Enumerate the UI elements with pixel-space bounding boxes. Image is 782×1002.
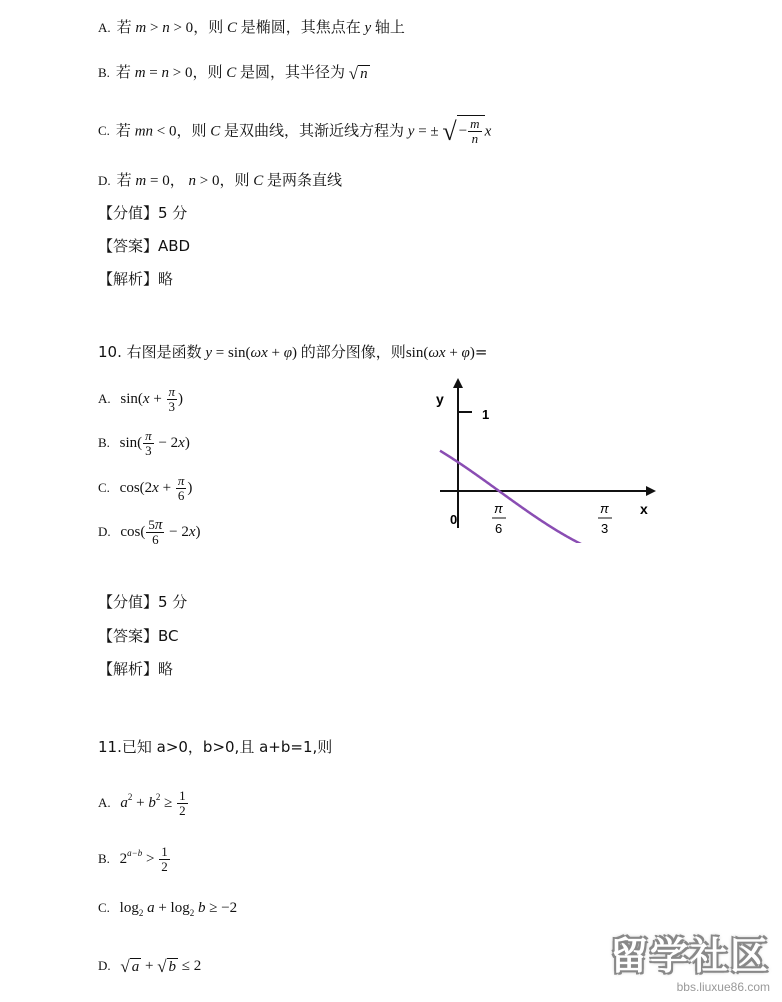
q11-option-d: D. √ a + √ b ≤ 2	[98, 956, 202, 976]
q11-option-a: A. $a^2 + b^2$ ≥ $\frac{1}{2}$	[98, 788, 186, 819]
q10-analysis: 【解析】略	[98, 660, 174, 678]
tick-pi-over-6-num: π	[494, 501, 503, 516]
x-axis-arrow	[646, 486, 656, 496]
y-axis-arrow	[453, 378, 463, 388]
one-label: 1	[482, 407, 490, 422]
origin-label: 0	[450, 512, 458, 527]
q9-option-c: C. 若 mn < 0，则 C 是双曲线，其渐近线方程为 y = ± √ − $\frac{m}{n}$ x	[98, 115, 491, 149]
tick-pi-over-6-den: 6	[495, 521, 503, 536]
q10-option-c: C. cos(2x + $\frac{\pi}{6}$ )	[98, 473, 193, 503]
q10-option-d: D. cos( $\frac{5\pi}{6}$ − 2x)	[98, 517, 201, 547]
tick-pi-over-3	[598, 501, 612, 536]
asymptote-sqrt: √ − $\frac{m}{n}$	[442, 115, 484, 149]
sine-graph	[430, 378, 665, 543]
q10-stem: 10. 右图是函数 y = sin(ωx + φ) 的部分图像，则sin(ωx + φ)=	[98, 343, 488, 361]
sqrt-n: √ n	[348, 63, 368, 83]
q9-option-d: D. 若 m = 0， n > 0，则 C 是两条直线	[98, 171, 342, 189]
q9-analysis: 【解析】略	[98, 270, 174, 288]
q11-option-c: C. $\log_2 a + \log_2 b \ge -2$	[98, 900, 238, 918]
q9-option-a: A. 若 m > n > 0，则 C 是椭圆，其焦点在 y 轴上	[98, 18, 405, 36]
q9-answer: 【答案】ABD	[98, 237, 191, 255]
tick-pi-over-3-den: 3	[601, 521, 609, 536]
x-label: x	[640, 501, 648, 517]
q9-score: 【分值】5 分	[98, 204, 188, 222]
tick-pi-over-3-num: π	[600, 501, 609, 516]
tick-pi-over-6	[492, 501, 506, 536]
sine-curve	[440, 451, 658, 543]
q10-option-b: B. sin( $\frac{\pi}{3}$ − 2x)	[98, 428, 190, 458]
q10-score: 【分值】5 分	[98, 593, 188, 611]
q9-option-b: B. 若 m = n > 0，则 C 是圆，其半径为 √ n	[98, 63, 368, 83]
q11-option-b: B. $2^{a-b}$ > $\frac{1}{2}$	[98, 844, 168, 875]
watermark-url: bbs.liuxue86.com	[676, 980, 770, 994]
q10-answer: 【答案】BC	[98, 627, 179, 645]
y-label: y	[436, 391, 444, 407]
q10-option-a: A. sin(x + $\frac{\pi}{3}$ )	[98, 384, 184, 414]
watermark-logo: 留学社区	[609, 934, 770, 978]
q11-stem: 11.已知 a>0，b>0,且 a+b=1,则	[98, 738, 333, 756]
watermark	[610, 925, 770, 994]
